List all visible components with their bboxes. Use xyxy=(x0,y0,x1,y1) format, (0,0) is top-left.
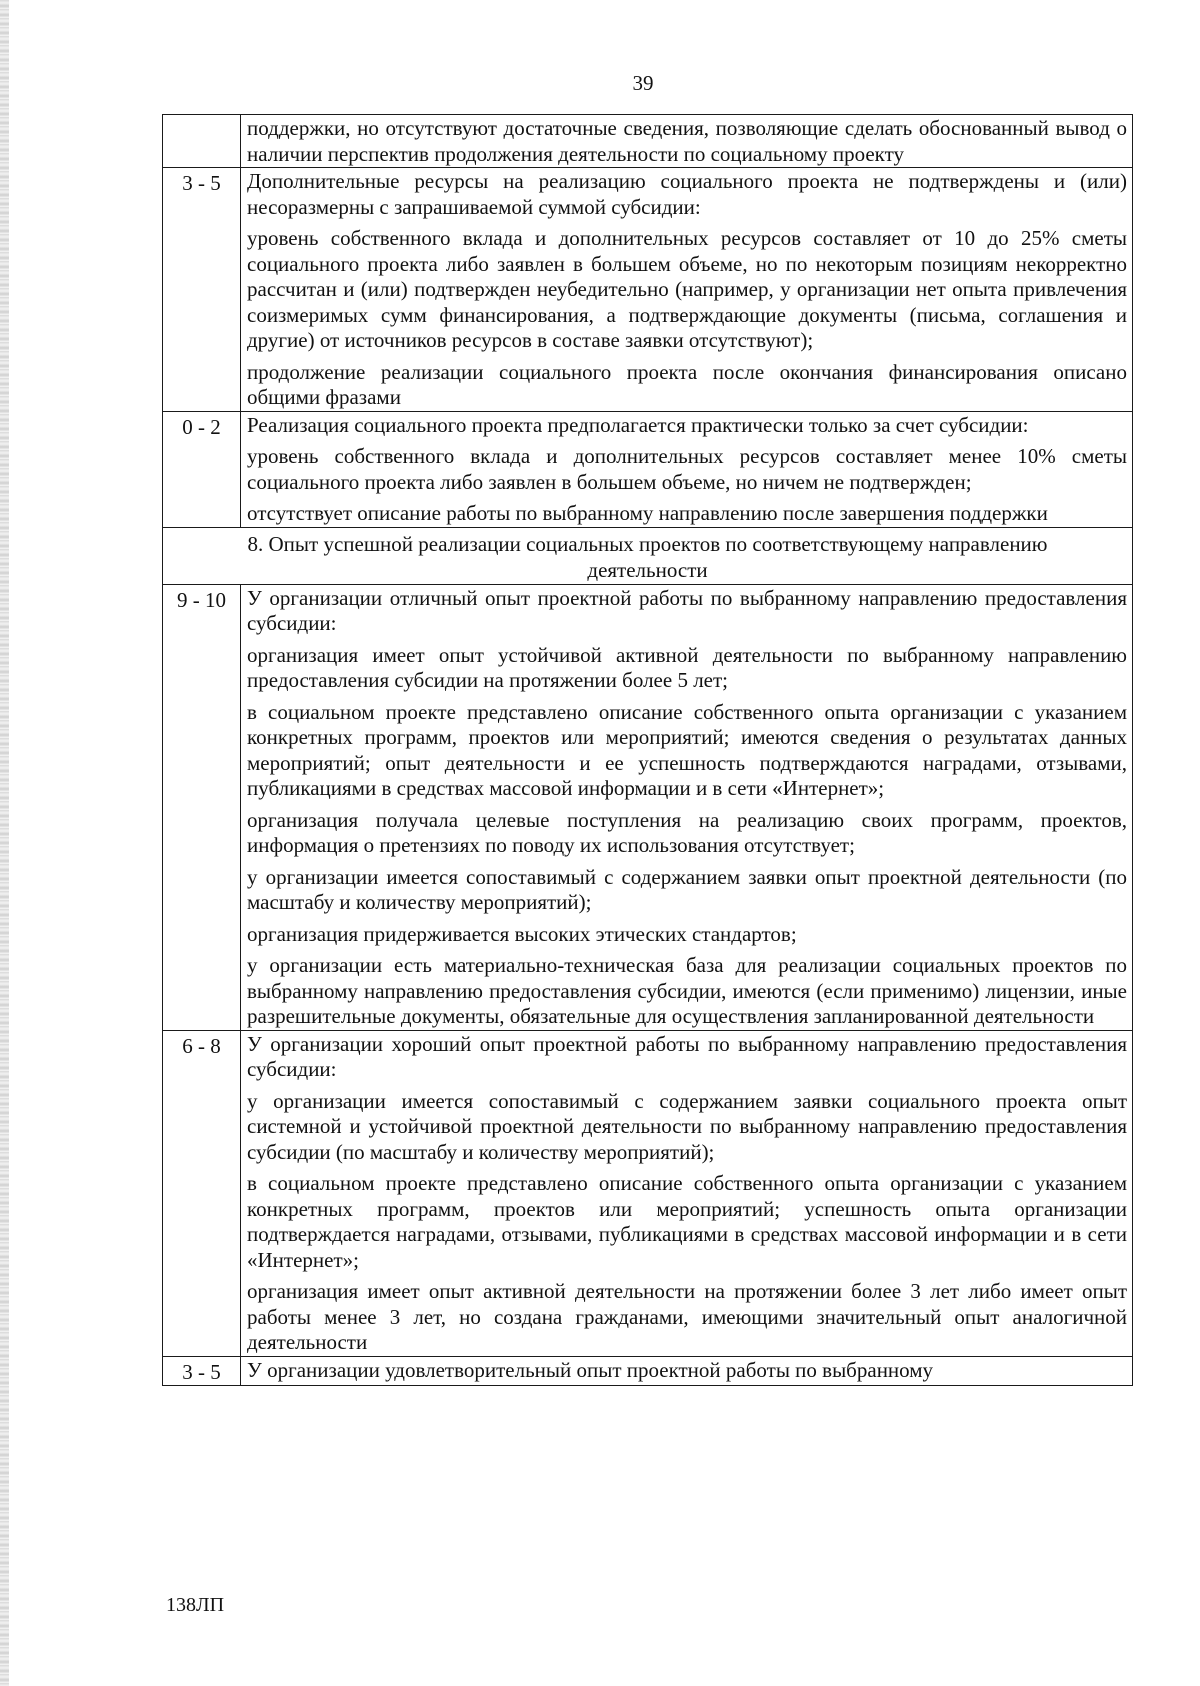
criteria-cell xyxy=(241,584,1133,1030)
table-row xyxy=(163,115,1133,168)
criteria-paragraph: продолжение реализации социального проекта после окончания финансирования описано общими фразами xyxy=(247,359,1127,409)
score-cell: 3 - 5 xyxy=(163,1356,241,1385)
criteria-paragraph: организация придерживается высоких этических стандартов; xyxy=(247,921,797,946)
table-row xyxy=(163,1356,1133,1385)
score-cell: 9 - 10 xyxy=(163,584,241,1030)
criteria-cell xyxy=(241,168,1133,412)
score-cell xyxy=(163,115,241,168)
table-row xyxy=(163,584,1133,1030)
criteria-paragraph: организация имеет опыт активной деятельности на протяжении более 3 лет либо имеет опыт работы менее 3 лет, но создана гражданами, имеющими значительный опыт аналогичной деятельности xyxy=(247,1279,1127,1354)
criteria-paragraph: в социальном проекте представлено описание собственного опыта организации с указанием конкретных программ, проектов или мероприятий; имеются сведения о результатах данных мероприятий; опыт деятельности и ее успешность подтверждаются наградами, отзывами, публикациями в средствах массовой информации и в сети «Интернет»; xyxy=(247,699,1127,800)
criteria-paragraph: в социальном проекте представлено описание собственного опыта организации с указанием конкретных программ, проектов или мероприятий; успешность опыта организации подтверждается наградами, отзывами, публикациями в средствах массовой информации и в сети «Интернет»; xyxy=(247,1171,1127,1272)
scan-edge xyxy=(0,0,9,1686)
criteria-paragraph: у организации имеется сопоставимый с содержанием заявки опыт проектной деятельности (по масштабу и количеству мероприятий); xyxy=(247,864,1127,914)
table-row xyxy=(163,168,1133,412)
criteria-paragraph: уровень собственного вклада и дополнительных ресурсов составляет от 10 до 25% сметы социального проекта либо заявлен в большем объеме, но по некоторым позициям некорректно рассчитан и (или) подтвержден неубедительно (например, у организации нет опыта привлечения соизмеримых сумм финансирования, а подтверждающие документы (письма, соглашения и другие) от источников ресурсов в составе заявки отсутствуют); xyxy=(247,226,1127,352)
section-heading-row xyxy=(163,527,1133,584)
criteria-paragraph: поддержки, но отсутствуют достаточные сведения, позволяющие сделать обоснованный вывод о наличии перспектив продолжения деятельности по социальному проекту xyxy=(247,116,1127,166)
criteria-paragraph: уровень собственного вклада и дополнительных ресурсов составляет менее 10% сметы социального проекта либо заявлен в большем объеме, но ничем не подтвержден; xyxy=(247,444,1127,494)
criteria-table xyxy=(162,114,1133,1386)
section-heading: 8. Опыт успешной реализации социальных проектов по соответствующему направлению деятельности xyxy=(163,527,1133,584)
criteria-paragraph: организация имеет опыт устойчивой активной деятельности по выбранному направлению предоставления субсидии на протяжении более 5 лет; xyxy=(247,642,1127,692)
criteria-paragraph: организация получала целевые поступления на реализацию своих программ, проектов, информация о претензиях по поводу их использования отсутствует; xyxy=(247,807,1127,857)
criteria-paragraph: Реализация социального проекта предполагается практически только за счет субсидии: xyxy=(247,412,1029,437)
criteria-cell xyxy=(241,1356,1133,1385)
page-number: 39 xyxy=(632,71,654,95)
footer-code: 138ЛП xyxy=(166,1594,225,1616)
criteria-paragraph: у организации имеется сопоставимый с содержанием заявки социального проекта опыт системной и устойчивой проектной деятельности по выбранному направлению предоставления субсидии (по масштабу и количеству мероприятий); xyxy=(247,1088,1127,1164)
criteria-paragraph: У организации удовлетворительный опыт проектной работы по выбранному xyxy=(247,1357,934,1382)
criteria-paragraph: У организации хороший опыт проектной работы по выбранному направлению предоставления субсидии: xyxy=(247,1031,1127,1081)
criteria-cell xyxy=(241,1030,1133,1356)
criteria-cell xyxy=(241,411,1133,527)
criteria-cell xyxy=(241,115,1133,168)
table-row xyxy=(163,1030,1133,1356)
score-cell: 6 - 8 xyxy=(163,1030,241,1356)
table-row xyxy=(163,411,1133,527)
score-cell: 0 - 2 xyxy=(163,411,241,527)
score-cell: 3 - 5 xyxy=(163,168,241,412)
criteria-paragraph: отсутствует описание работы по выбранному направлению после завершения поддержки xyxy=(247,501,1048,525)
criteria-paragraph: У организации отличный опыт проектной работы по выбранному направлению предоставления субсидии: xyxy=(247,585,1127,635)
criteria-paragraph: у организации есть материально-техническая база для реализации социальных проектов по выбранному направлению предоставления субсидии, имеются (если применимо) лицензии, иные разрешительные документы, обязательные для осуществления запланированной деятельности xyxy=(247,953,1127,1028)
criteria-paragraph: Дополнительные ресурсы на реализацию социального проекта не подтверждены и (или) несоразмерны с запрашиваемой суммой субсидии: xyxy=(247,169,1127,219)
